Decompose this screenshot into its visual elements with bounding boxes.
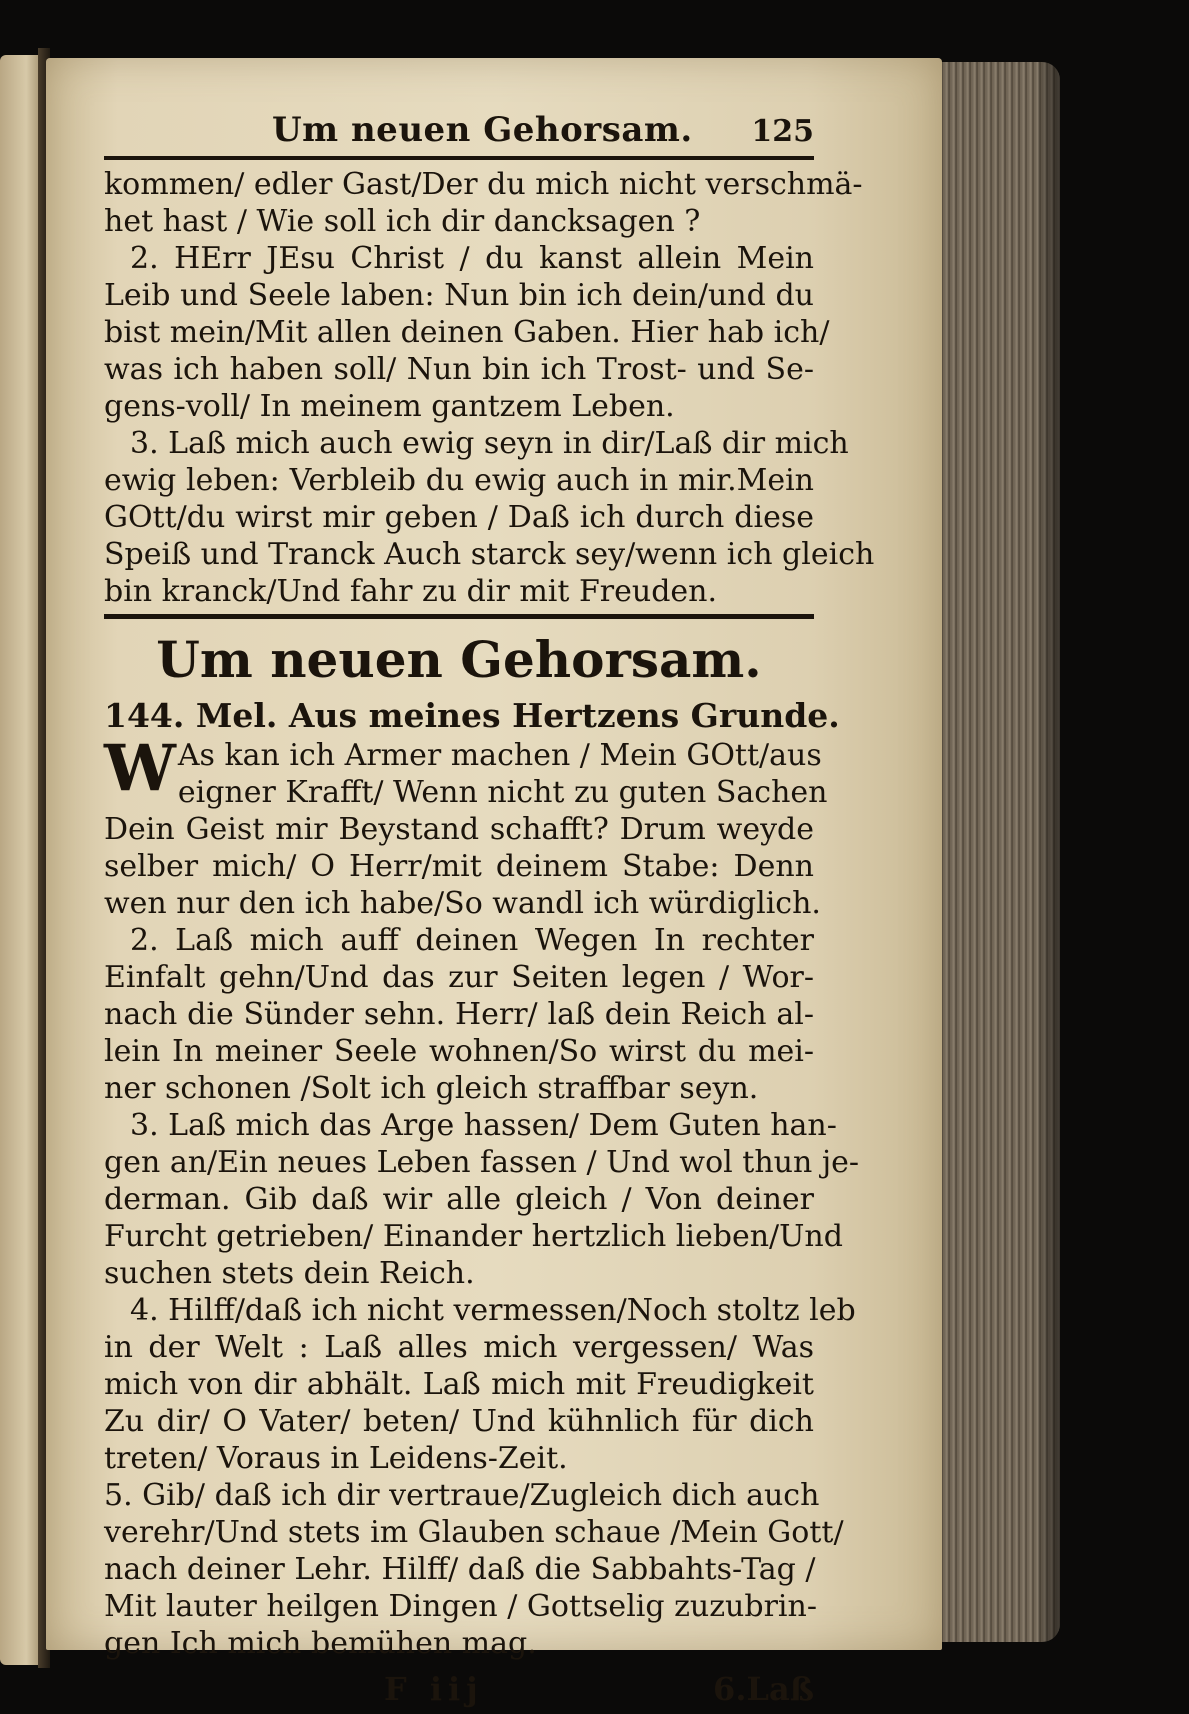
header-rule bbox=[104, 156, 814, 160]
text-line: Zu dir/ O Vater/ beten/ Und kühnlich für dich bbox=[104, 1404, 814, 1439]
text-line: kommen/ edler Gast/Der du mich nicht verschmä- bbox=[104, 167, 863, 202]
text-line: suchen stets dein Reich. bbox=[104, 1256, 475, 1291]
running-head bbox=[104, 108, 814, 156]
text-line: 4. Hilff/daß ich nicht vermessen/Noch stoltz leb bbox=[130, 1293, 856, 1328]
first-line-text: As kan ich Armer machen / Mein GOtt/aus bbox=[177, 738, 822, 773]
text-line: verehr/Und stets im Glauben schaue /Mein Gott/ bbox=[104, 1515, 844, 1550]
previous-hymn-ending bbox=[104, 166, 875, 610]
text-line: GOtt/du wirst mir geben / Daß ich durch diese bbox=[104, 500, 814, 535]
text-line: gen an/Ein neues Leben fassen / Und wol thun je- bbox=[104, 1145, 860, 1180]
text-line: 5. Gib/ daß ich dir vertraue/Zugleich dich auch bbox=[104, 1478, 820, 1513]
page-footer bbox=[104, 1670, 814, 1714]
drop-initial: W bbox=[104, 731, 176, 806]
text-line: selber mich/ O Herr/mit deinem Stabe: Denn bbox=[104, 849, 814, 884]
text-line: gens-voll/ In meinem gantzem Leben. bbox=[104, 389, 675, 424]
text-line: mich von dir abhält. Laß mich mit Freudigkeit bbox=[104, 1367, 814, 1402]
melody-line: 144. Mel. Aus meines Hertzens Grunde. bbox=[104, 696, 840, 735]
hymn-body bbox=[104, 731, 860, 1662]
text-line: Furcht getrieben/ Einander hertzlich lieben/Und bbox=[104, 1219, 843, 1254]
page-number: 125 bbox=[751, 114, 814, 149]
text-line: Mit lauter heilgen Dingen / Gottselig zuzubrin- bbox=[104, 1589, 817, 1624]
text-line: lein In meiner Seele wohnen/So wirst du mei- bbox=[104, 1034, 814, 1069]
text-line: eigner Krafft/ Wenn nicht zu guten Sachen bbox=[177, 775, 828, 810]
text-line: 2. Laß mich auff deinen Wegen In rechter bbox=[130, 923, 814, 958]
text-line: bist mein/Mit allen deinen Gaben. Hier hab ich/ bbox=[104, 315, 830, 350]
text-line: ner schonen /Solt ich gleich straffbar seyn. bbox=[104, 1071, 759, 1106]
text-line: ewig leben: Verbleib du ewig auch in mir.Mein bbox=[104, 463, 814, 498]
text-line: treten/ Voraus in Leidens-Zeit. bbox=[104, 1441, 568, 1476]
text-line: het hast / Wie soll ich dir dancksagen ? bbox=[104, 204, 701, 239]
text-line: derman. Gib daß wir alle gleich / Von deiner bbox=[104, 1182, 814, 1217]
page-edges bbox=[930, 62, 1060, 1642]
text-line: Dein Geist mir Beystand schafft? Drum weyde bbox=[104, 812, 814, 847]
hymn-title: Um neuen Gehorsam. bbox=[156, 630, 762, 689]
text-line: Leib und Seele laben: Nun bin ich dein/und du bbox=[104, 278, 814, 313]
text-line: 3. Laß mich auch ewig seyn in dir/Laß dir mich bbox=[130, 426, 849, 461]
text-line: 2. HErr JEsu Christ / du kanst allein Mein bbox=[130, 241, 814, 276]
text-line: was ich haben soll/ Nun bin ich Trost- und Se- bbox=[104, 352, 814, 387]
running-title: Um neuen Gehorsam. bbox=[272, 110, 693, 150]
text-line: Einfalt gehn/Und das zur Seiten legen / Wor- bbox=[104, 960, 814, 995]
text-line: bin kranck/Und fahr zu dir mit Freuden. bbox=[104, 574, 718, 609]
catchword: 6.Laß bbox=[713, 1670, 814, 1708]
text-line: in der Welt : Laß alles mich vergessen/ Was bbox=[104, 1330, 814, 1365]
page-text bbox=[104, 108, 875, 1714]
section-rule bbox=[104, 614, 814, 619]
signature-mark: F iij bbox=[384, 1670, 484, 1708]
text-line: gen Ich mich bemühen mag. bbox=[104, 1626, 537, 1661]
text-line: nach deiner Lehr. Hilff/ daß die Sabbahts-Tag / bbox=[104, 1552, 816, 1587]
text-line: Speiß und Tranck Auch starck sey/wenn ich gleich bbox=[104, 537, 875, 572]
text-line: wen nur den ich habe/So wandl ich würdiglich. bbox=[104, 886, 821, 921]
text-line: nach die Sünder sehn. Herr/ laß dein Reich al- bbox=[104, 997, 814, 1032]
text-line: 3. Laß mich das Arge hassen/ Dem Guten han- bbox=[130, 1108, 837, 1143]
